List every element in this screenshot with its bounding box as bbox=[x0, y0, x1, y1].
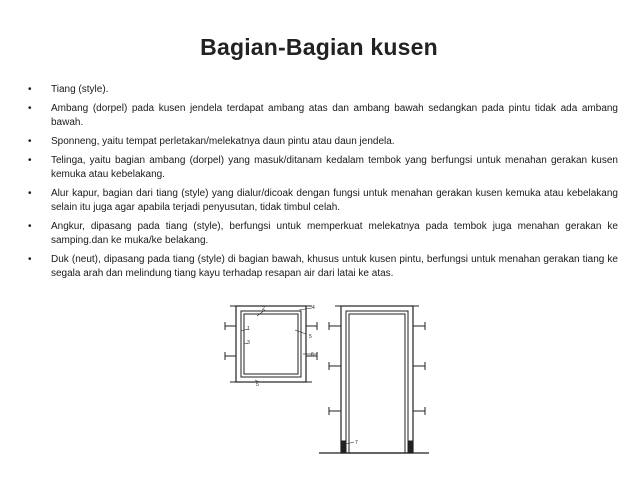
list-item bbox=[28, 102, 618, 130]
label-5: 5 bbox=[309, 334, 312, 340]
label-6: 6 bbox=[311, 352, 314, 358]
label-5b: 5 bbox=[256, 382, 259, 388]
bullet-text: Sponneng, yaitu tempat perletakan/melekatnya daun pintu atau daun jendela. bbox=[51, 136, 395, 147]
slide-title: Bagian-Bagian kusen bbox=[200, 34, 438, 60]
bullet-text: Duk (neut), dipasang pada tiang (style) di bagian bawah, khusus untuk kusen pintu, berfungsi untuk menahan gerakan tiang ke segala arah dan melindung tiang kayu terhadap resapan air dari latai ke atas. bbox=[51, 254, 618, 279]
list-item bbox=[28, 220, 618, 248]
door-frame bbox=[319, 306, 429, 453]
list-item bbox=[28, 83, 618, 97]
list-item bbox=[28, 135, 618, 149]
bullet-text: Tiang (style). bbox=[51, 84, 109, 95]
bullet-text: Alur kapur, bagian dari tiang (style) yang dialur/dicoak dengan fungsi untuk menahan gerakan kusen kemuka atau kebelakang selain itu juga agar apabila terjadi penyusutan, tidak timbul celah. bbox=[51, 188, 618, 213]
bullet-text: Angkur, dipasang pada tiang (style), berfungsi untuk memperkuat melekatnya pada tembok juga menahan gerakan ke samping.dan ke muka/ke belakang. bbox=[51, 221, 618, 246]
window-frame-labels bbox=[247, 305, 315, 388]
label-2: 2 bbox=[262, 306, 265, 312]
list-item bbox=[28, 187, 618, 215]
kusen-diagram bbox=[215, 296, 430, 461]
label-3: 3 bbox=[247, 340, 250, 346]
list-item bbox=[28, 154, 618, 182]
label-1: 1 bbox=[247, 326, 250, 332]
bullet-text: Telinga, yaitu bagian ambang (dorpel) yang masuk/ditanam kedalam tembok yang berfungsi untuk menahan gerakan kusen kemuka atau kebelakang. bbox=[51, 155, 618, 180]
door-frame-labels bbox=[355, 440, 358, 446]
bullet-text: Ambang (dorpel) pada kusen jendela terdapat ambang atas dan ambang bawah sedangkan pada pintu tidak ada ambang bawah. bbox=[51, 103, 618, 128]
bullet-dot: • bbox=[28, 188, 32, 199]
bullet-dot: • bbox=[28, 254, 32, 265]
list-item bbox=[28, 253, 618, 281]
bullet-dot: • bbox=[28, 103, 32, 114]
bullet-dot: • bbox=[28, 221, 32, 232]
label-7: 7 bbox=[355, 440, 358, 446]
bullet-dot: • bbox=[28, 84, 32, 95]
window-frame bbox=[225, 306, 317, 382]
bullet-dot: • bbox=[28, 155, 32, 166]
label-4: 4 bbox=[312, 305, 315, 311]
bullet-dot: • bbox=[28, 136, 32, 147]
bullet-list bbox=[28, 83, 618, 286]
